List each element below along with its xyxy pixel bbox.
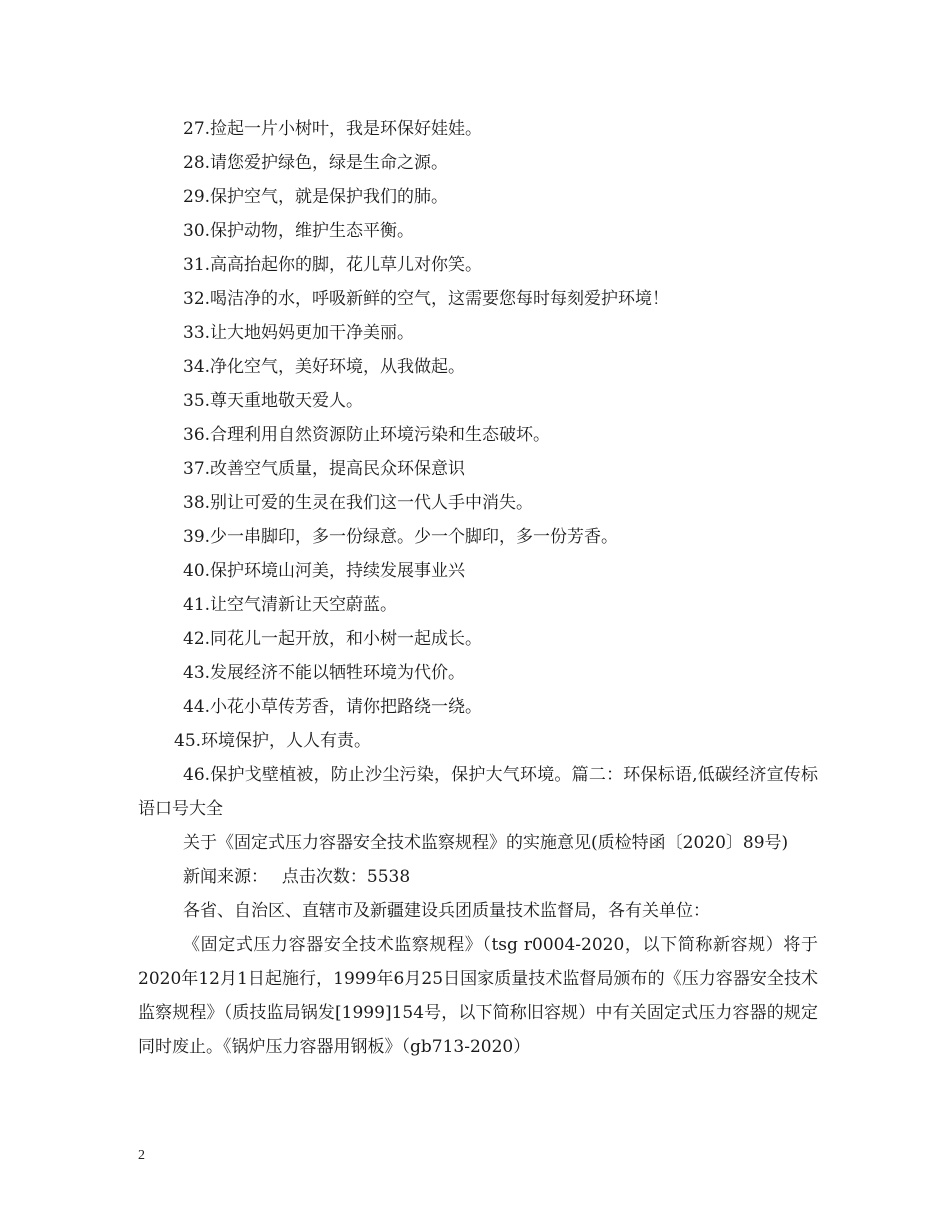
slogan-item: 37.改善空气质量，提高民众环保意识 — [183, 459, 466, 479]
document-body — [138, 112, 818, 1064]
slogan-item: 29.保护空气，就是保护我们的肺。 — [183, 187, 449, 207]
slogan-item: 34.净化空气，美好环境，从我做起。 — [183, 357, 466, 377]
slogan-item: 27.捡起一片小树叶，我是环保好娃娃。 — [183, 119, 483, 139]
slogan-item: 38.别让可爱的生灵在我们这一代人手中消失。 — [183, 493, 534, 513]
page-number: 2 — [138, 1148, 145, 1163]
slogan-item: 39.少一串脚印，多一份绿意。少一个脚印，多一份芳香。 — [183, 527, 619, 547]
slogan-item: 36.合理利用自然资源防止环境污染和生态破坏。 — [183, 425, 551, 445]
slogan-item: 31.高高抬起你的脚，花儿草儿对你笑。 — [183, 255, 483, 275]
slogan-item: 43.发展经济不能以牺牲环境为代价。 — [183, 663, 466, 683]
body-paragraph: 《固定式压力容器安全技术监察规程》（tsg r0004-2020，以下简称新容规）将于2020年12月1日起施行，1999年6月25日国家质量技术监督局颁布的《压力容器安全技术监察规程》（质技监局锅发[1999]154号，以下简称旧容规）中有关固定式压力容器的规定同时废止。《锅炉压力容器用钢板》（gb713-2020） — [138, 935, 818, 1057]
notice-title-paragraph: 关于《固定式压力容器安全技术监察规程》的实施意见(质检特函〔2020〕89号) — [183, 833, 789, 853]
slogan-item: 30.保护动物，维护生态平衡。 — [183, 221, 415, 241]
slogan-item: 44.小花小草传芳香，请你把路绕一绕。 — [183, 697, 483, 717]
slogan-item: 33.让大地妈妈更加干净美丽。 — [183, 323, 415, 343]
slogan-item: 41.让空气清新让天空蔚蓝。 — [183, 595, 398, 615]
news-source-line: 新闻来源： 点击次数：5538 — [183, 867, 411, 887]
slogan-item: 32.喝洁净的水，呼吸新鲜的空气，这需要您每时每刻爱护环境！ — [183, 289, 670, 309]
slogan-item: 35.尊天重地敬天爱人。 — [183, 391, 364, 411]
addressee-line: 各省、自治区、直辖市及新疆建设兵团质量技术监督局，各有关单位： — [183, 901, 710, 921]
slogan-item: 42.同花儿一起开放，和小树一起成长。 — [183, 629, 483, 649]
paragraph-46: 46.保护戈壁植被，防止沙尘污染，保护大气环境。篇二：环保标语,低碳经济宣传标语口号大全 — [138, 765, 818, 819]
slogan-item: 28.请您爱护绿色，绿是生命之源。 — [183, 153, 449, 173]
slogan-item-45: 45.环境保护，人人有责。 — [174, 731, 372, 751]
slogan-item: 40.保护环境山河美，持续发展事业兴 — [183, 561, 466, 581]
